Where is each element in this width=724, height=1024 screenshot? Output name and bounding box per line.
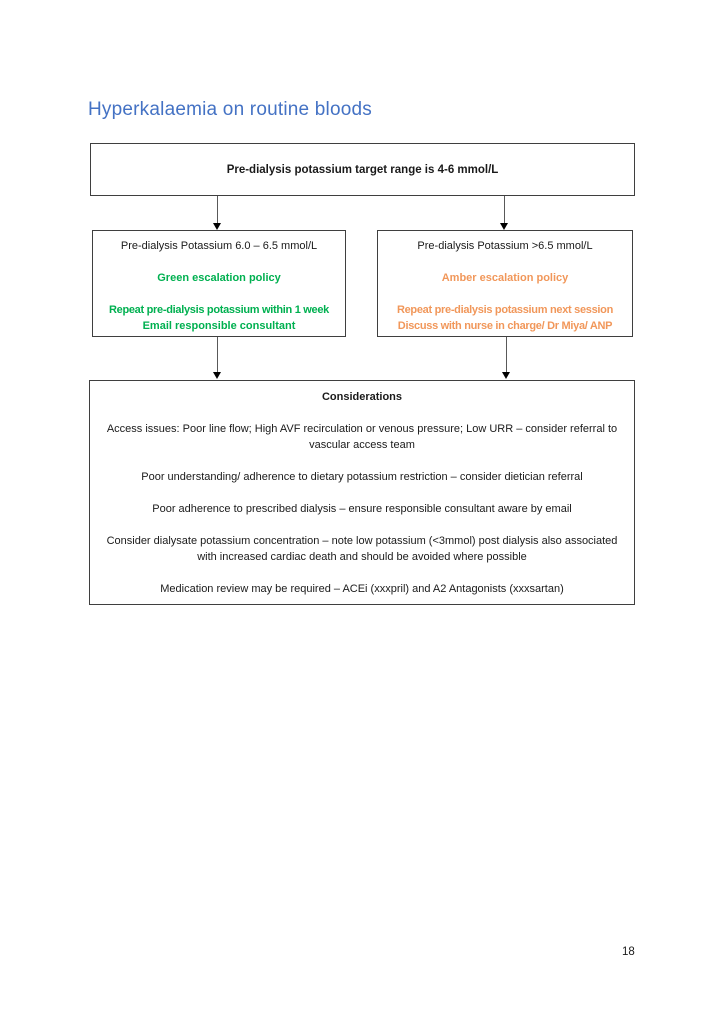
amber-policy-label: Amber escalation policy	[441, 272, 569, 284]
arrow-line-bottom-right	[506, 337, 507, 372]
arrow-head-top-left-icon	[213, 223, 221, 230]
green-box-heading: Pre-dialysis Potassium 6.0 – 6.5 mmol/L	[120, 240, 318, 252]
arrow-line-top-right	[504, 196, 505, 223]
arrow-line-bottom-left	[217, 337, 218, 372]
arrow-head-bottom-left-icon	[213, 372, 221, 379]
spacer	[93, 286, 345, 302]
green-policy-label: Green escalation policy	[157, 272, 281, 284]
consideration-item-adherence: Poor adherence to prescribed dialysis – ensure responsible consultant aware by email	[152, 503, 572, 515]
consideration-item-dialysate: Consider dialysate potassium concentration – note low potassium (<3mmol) post dialysis also associated with increased cardiac death and should be avoided where possible	[106, 535, 618, 563]
spacer	[378, 254, 632, 270]
consideration-item-access-issues: Access issues: Poor line flow; High AVF recirculation or venous pressure; Low URR – consider referral to vascular access team	[106, 423, 618, 451]
flowchart-box-amber-policy	[377, 230, 633, 337]
flowchart-box-target-range	[90, 143, 635, 196]
spacer	[93, 254, 345, 270]
page-title: Hyperkalaemia on routine bloods	[88, 98, 372, 120]
considerations-heading: Considerations	[321, 391, 403, 403]
amber-action-line-1: Repeat pre-dialysis potassium next session	[396, 304, 614, 316]
arrow-line-top-left	[217, 196, 218, 223]
flowchart-box-considerations	[89, 380, 635, 605]
page-number: 18	[622, 946, 635, 958]
green-action-line-1: Repeat pre-dialysis potassium within 1 week	[108, 304, 329, 316]
spacer	[378, 286, 632, 302]
green-action-line-2: Email responsible consultant	[142, 320, 296, 332]
arrow-head-bottom-right-icon	[502, 372, 510, 379]
consideration-item-medication: Medication review may be required – ACEi (xxxpril) and A2 Antagonists (xxxsartan)	[160, 583, 564, 595]
amber-action-line-2: Discuss with nurse in charge/ Dr Miya/ ANP	[397, 320, 613, 332]
arrow-head-top-right-icon	[500, 223, 508, 230]
consideration-item-dietary: Poor understanding/ adherence to dietary potassium restriction – consider dietician referral	[141, 471, 583, 483]
target-range-text: Pre-dialysis potassium target range is 4-6 mmol/L	[226, 163, 499, 176]
amber-box-heading: Pre-dialysis Potassium >6.5 mmol/L	[417, 240, 593, 252]
flowchart-box-green-policy	[92, 230, 346, 337]
